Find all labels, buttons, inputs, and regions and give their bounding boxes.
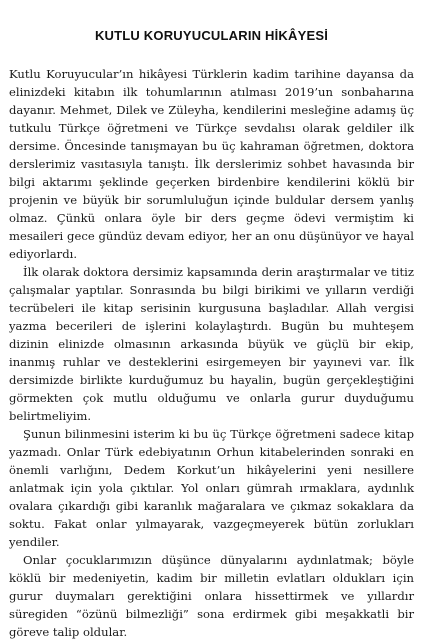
paragraph-1: Kutlu Koruyucular’ın hikâyesi Türklerin kadim tarihine dayansa da elinizdeki kitabın ilk tohumlarının atılması 2019’un sonbaharına dayanır. Mehmet, Dilek ve Züleyha, kendilerini mesleğine adamış üç tutkulu Türkçe öğretmeni ve Türkçe sevdalısı olarak geldiler ilk dersime. Öncesinde tanışmayan bu üç kahraman öğretmen, doktora derslerimiz vasıtasıyla tanıştı. İlk derslerimiz sohbet havasında bir bilgi aktarımı şeklinde geçerken birdenbire kendilerini köklü bir projenin ve büyük bir sorumluluğun içinde buldular dersem yanlış olmaz. Çünkü onlara öyle bir ders geçme ödevi vermiştim ki mesaileri gece gündüz devam ediyor, her an onu düşünüyor ve hayal ediyorlardı. (9, 67, 414, 261)
paragraph-3: Şunun bilinmesini isterim ki bu üç Türkçe öğretmeni sadece kitap yazmadı. Onlar Türk edebiyatının Orhun kitabelerinden sonraki en önemli varlığını, Dedem Korkut’un hikâyelerini yeni nesillere anlatmak için yola çıktılar. Yol onları gümrah ırmaklara, aydınlık ovalara çıkardığı gibi karanlık mağaralara ve çıkmaz sokaklara da soktu. Fakat onlar yılmayarak, vazgeçmeyerek bütün zorlukları yendiler. (9, 427, 414, 549)
paragraph-2: İlk olarak doktora dersimiz kapsamında derin araştırmalar ve titiz çalışmalar yaptılar. Sonrasında bu bilgi birikimi ve yılların verdiği tecrübeleri ile kitap serisinin kurgusuna başladılar. Allah vergisi yazma becerileri de işlerini kolaylaştırdı. Bugün bu muhteşem dizinin elinizde olmasının arkasında büyük ve güçlü bir ekip, inanmış ruhlar ve desteklerini esirgemeyen bir yayınevi var. İlk dersimizde birlikte kurduğumuz bu hayalin, bugün gerçekleştiğini görmekten çok mutlu olduğumu ve onlarla gurur duyduğumu belirtmeliyim. (9, 265, 414, 423)
document-title: KUTLU KORUYUCULARIN HİKÂYESİ (94, 28, 329, 43)
paragraph-4: Onlar çocuklarımızın düşünce dünyalarını aydınlatmak; böyle köklü bir medeniyetin, kadim bir milletin evlatları oldukları için gurur duymaları gerektiğini onlara hissettirmek ve yıllardır süregiden “özünü bilmezliği” sona erdirmek gibi meşakkatli bir göreve talip oldular. (9, 553, 414, 639)
